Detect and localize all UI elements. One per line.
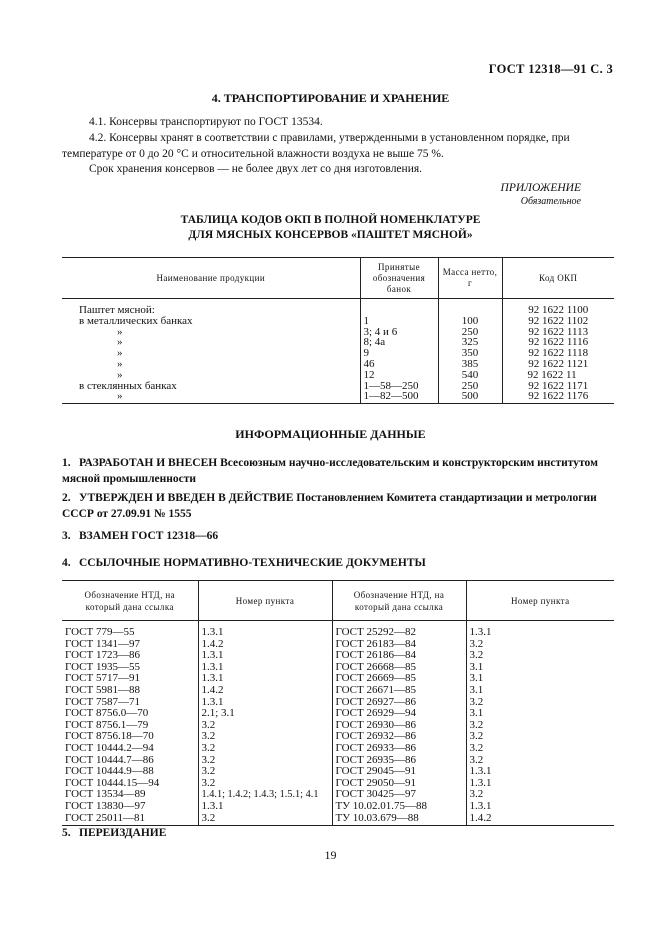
table1-header-net-mass: Масса нетто, г xyxy=(438,258,502,299)
table-row: ГОСТ 1341—97 1.4.2 ГОСТ 26183—84 3.2 xyxy=(62,639,614,651)
info-item-4: 4. ССЫЛОЧНЫЕ НОРМАТИВНО-ТЕХНИЧЕСКИЕ ДОКУМЕНТЫ xyxy=(62,557,426,569)
page-number: 19 xyxy=(324,848,337,862)
paragraph-storage-term: Срок хранения консервов — не более двух лет со дня изготовления. xyxy=(89,163,423,175)
table-row: ГОСТ 10444.7—86 3.2 ГОСТ 26935—86 3.2 xyxy=(62,755,614,767)
table1-title xyxy=(0,213,661,243)
table-row: ГОСТ 1723—86 1.3.1 ГОСТ 26186—84 3.2 xyxy=(62,650,614,662)
table-row: » 46 385 92 1622 1121 xyxy=(62,359,614,370)
table-row: ГОСТ 1935—55 1.3.1 ГОСТ 26668—85 3.1 xyxy=(62,662,614,674)
table2-header-ntd-left: Обозначение НТД, на который дана ссылка xyxy=(62,581,198,621)
table-row: ГОСТ 8756.1—79 3.2 ГОСТ 26930—86 3.2 xyxy=(62,720,614,732)
table-row: в стеклянных банках 1—58—250 250 92 1622 1171 xyxy=(62,381,614,392)
appendix-subtitle: Обязательное xyxy=(520,196,581,207)
table-row: ГОСТ 8756.18—70 3.2 ГОСТ 26932—86 3.2 xyxy=(62,731,614,743)
reference-documents-table xyxy=(62,580,614,826)
table1-title-line2: ДЛЯ МЯСНЫХ КОНСЕРВОВ «ПАШТЕТ МЯСНОЙ» xyxy=(188,229,473,241)
table-row: ГОСТ 8756.0—70 2.1; 3.1 ГОСТ 26929—94 3.1 xyxy=(62,708,614,720)
table-row: ГОСТ 10444.9—88 3.2 ГОСТ 29045—91 1.3.1 xyxy=(62,766,614,778)
table-row: » 9 350 92 1622 1118 xyxy=(62,348,614,359)
table-row: в металлических банках 1 100 92 1622 1102 xyxy=(62,316,614,327)
table-row: » 3; 4 и 6 250 92 1622 1113 xyxy=(62,327,614,338)
table1-header-can-marks: Принятые обозначения банок xyxy=(360,258,438,299)
table-row: » 8; 4а 325 92 1622 1116 xyxy=(62,337,614,348)
table-row: » 1—82—500 500 92 1622 1176 xyxy=(62,391,614,403)
info-item-3: 3. ВЗАМЕН ГОСТ 12318—66 xyxy=(62,530,219,542)
table-row: » 12 540 92 1622 11 xyxy=(62,370,614,381)
table2-header-clause-right: Номер пункта xyxy=(466,581,614,621)
section-4-title: 4. ТРАНСПОРТИРОВАНИЕ И ХРАНЕНИЕ xyxy=(211,91,450,105)
paragraph-4-2: 4.2. Консервы хранят в соответствии с правилами, утвержденными в установленном порядке, при температуре от 0 до 20 °С и относительной влажности воздуха не выше 75 %. xyxy=(62,132,570,160)
paragraph-4-1: 4.1. Консервы транспортируют по ГОСТ 13534. xyxy=(89,116,323,128)
table-row: ГОСТ 5717—91 1.3.1 ГОСТ 26669—85 3.1 xyxy=(62,673,614,685)
info-item-1: 1. РАЗРАБОТАН И ВНЕСЕН Всесоюзным научно-исследовательским и конструкторским институтом мясной промышленности xyxy=(62,457,598,485)
page-header: ГОСТ 12318—91 С. 3 xyxy=(488,62,613,76)
table-row: ГОСТ 7587—71 1.3.1 ГОСТ 26927—86 3.2 xyxy=(62,697,614,709)
info-data-title: ИНФОРМАЦИОННЫЕ ДАННЫЕ xyxy=(235,427,426,441)
table-row: Паштет мясной: 92 1622 1100 xyxy=(62,305,614,316)
table-row: ГОСТ 779—55 1.3.1 ГОСТ 25292—82 1.3.1 xyxy=(62,627,614,639)
table2-header-clause-left: Номер пункта xyxy=(198,581,332,621)
table1-header-okp-code: Код ОКП xyxy=(502,258,614,299)
table-row: ГОСТ 10444.15—94 3.2 ГОСТ 29050—91 1.3.1 xyxy=(62,778,614,790)
table1-header-product: Наименование продукции xyxy=(62,258,360,299)
table-row: ГОСТ 25011—81 3.2 ТУ 10.03.679—88 1.4.2 xyxy=(62,813,614,826)
table1-title-line1: ТАБЛИЦА КОДОВ ОКП В ПОЛНОЙ НОМЕНКЛАТУРЕ xyxy=(180,214,481,226)
info-item-2: 2. УТВЕРЖДЕН И ВВЕДЕН В ДЕЙСТВИЕ Постановлением Комитета стандартизации и метрологии СССР от 27.09.91 № 1555 xyxy=(62,492,597,520)
table-row: ГОСТ 10444.2—94 3.2 ГОСТ 26933—86 3.2 xyxy=(62,743,614,755)
info-item-5: 5. ПЕРЕИЗДАНИЕ xyxy=(62,827,167,839)
appendix-title: ПРИЛОЖЕНИЕ xyxy=(500,182,581,194)
table-row: ГОСТ 5981—88 1.4.2 ГОСТ 26671—85 3.1 xyxy=(62,685,614,697)
appendix-label xyxy=(501,181,581,209)
table2-header-ntd-right: Обозначение НТД, на который дана ссылка xyxy=(332,581,466,621)
table-row: ГОСТ 13534—89 1.4.1; 1.4.2; 1.4.3; 1.5.1; 4.1 ГОСТ 30425—97 3.2 xyxy=(62,789,614,801)
okp-codes-table xyxy=(62,257,614,404)
table-row: ГОСТ 13830—97 1.3.1 ТУ 10.02.01.75—88 1.3.1 xyxy=(62,801,614,813)
